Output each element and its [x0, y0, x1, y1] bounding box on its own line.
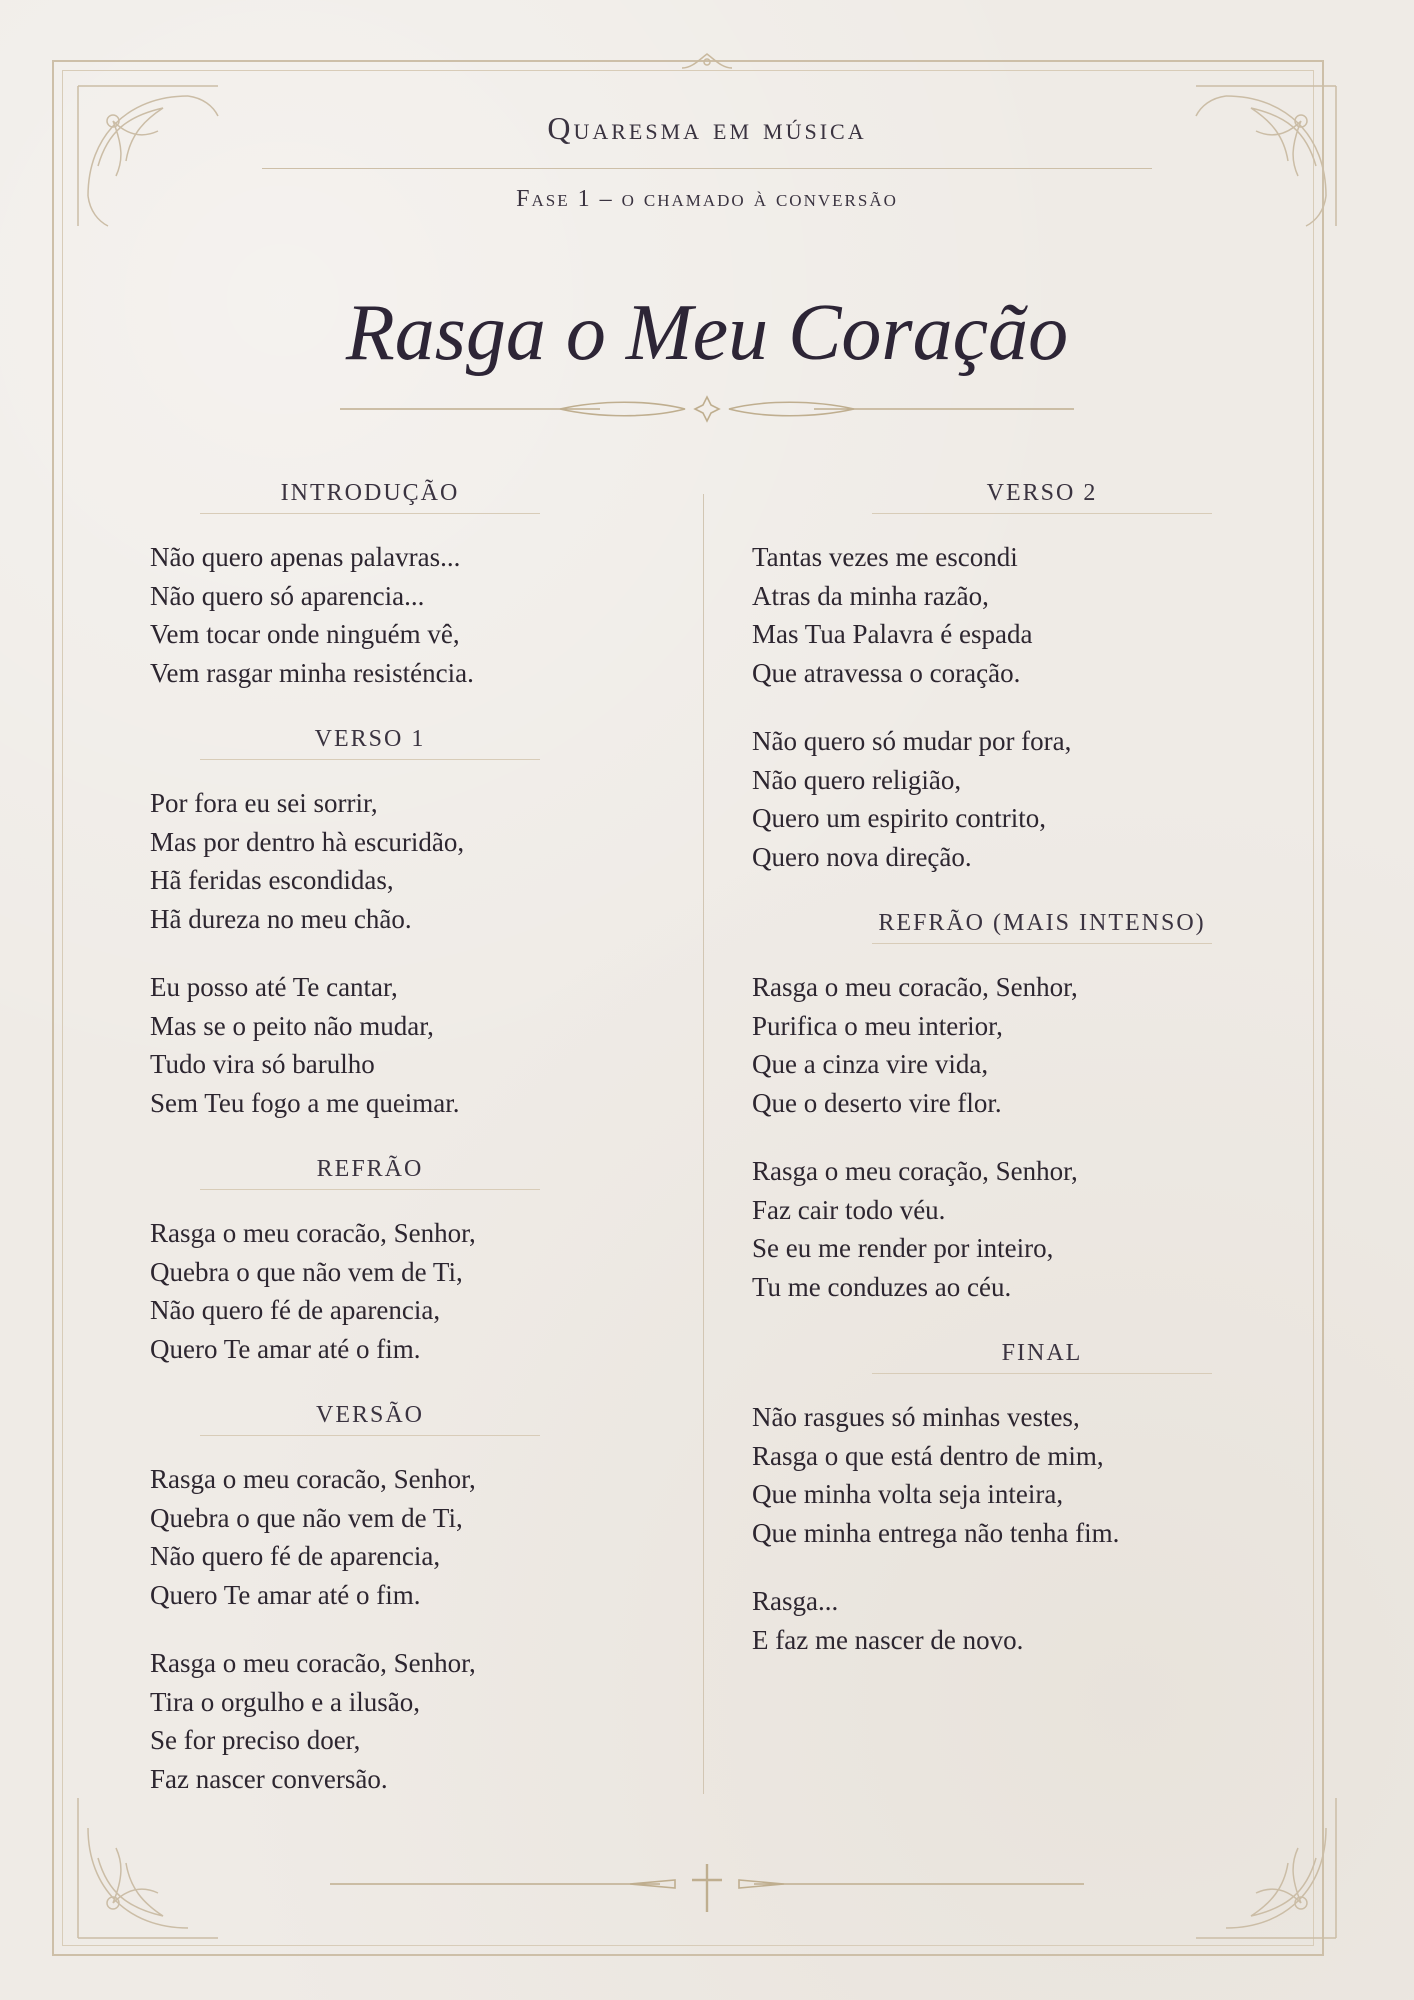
lyric-line: Mas Tua Palavra é espada	[752, 619, 1033, 649]
stanza	[150, 968, 590, 1122]
lyric-line: Rasga o meu coracão, Senhor,	[150, 1648, 476, 1678]
lyric-line: Que minha entrega não tenha fim.	[752, 1517, 1120, 1548]
lyrics-section	[752, 910, 1206, 1306]
lyric-line: Hã feridas escondidas,	[150, 865, 394, 895]
stanza	[752, 722, 1192, 876]
lyric-line: Tudo vira só barulho	[150, 1049, 375, 1079]
lyric-line: Faz nascer conversão.	[150, 1763, 388, 1794]
stanza	[752, 1582, 1192, 1659]
lyric-line: Quero Te amar até o fim.	[150, 1579, 421, 1610]
lyric-line: Que minha volta seja inteira,	[752, 1479, 1064, 1509]
lyric-line: Faz cair todo véu.	[752, 1194, 946, 1225]
lyric-line: Rasga o meu coracão, Senhor,	[150, 1464, 476, 1494]
section-heading: VERSÃO	[200, 1402, 540, 1436]
lyric-line: Sem Teu fogo a me queimar.	[150, 1087, 460, 1118]
section-heading: FINAL	[872, 1340, 1212, 1374]
lyric-line: Se eu me render por inteiro,	[752, 1233, 1054, 1263]
lyrics-section	[752, 1340, 1192, 1659]
lyric-line: Rasga o meu coração, Senhor,	[752, 1156, 1078, 1186]
lyric-line: Tira o orgulho e a ilusão,	[150, 1686, 420, 1717]
lyric-line: Não quero religião,	[752, 764, 962, 795]
lyric-line: Que a cinza vire vida,	[752, 1049, 989, 1079]
lyrics-section	[150, 1156, 590, 1368]
stanza	[752, 1398, 1192, 1552]
lyric-line: Se for preciso doer,	[150, 1725, 361, 1755]
lyric-line: E faz me nascer de novo.	[752, 1624, 1024, 1655]
lyric-line: Purifica o meu interior,	[752, 1010, 1003, 1041]
lyric-line: Quero nova direção.	[752, 841, 972, 872]
lyric-line: Não quero só aparencia...	[150, 580, 425, 611]
lyric-line: Eu posso até Te cantar,	[150, 972, 398, 1002]
lyrics-section	[752, 480, 1192, 876]
lyric-line: Tu me conduzes ao céu.	[752, 1271, 1012, 1302]
lyric-line: Por fora eu sei sorrir,	[150, 788, 378, 818]
lyric-line: Não rasgues só minhas vestes,	[752, 1402, 1080, 1432]
cross-icon	[330, 1862, 1084, 1914]
lyric-line: Vem rasgar minha resisténcia.	[150, 657, 474, 688]
section-heading: INTRODUÇÃO	[200, 480, 540, 514]
phase-subtitle: Fase 1 – o chamado à conversão	[516, 186, 898, 212]
lyric-line: Mas por dentro hà escuridão,	[150, 826, 465, 857]
lyrics-section	[150, 480, 590, 692]
stanza	[150, 538, 590, 692]
lyric-line: Não quero fé de aparencia,	[150, 1541, 441, 1571]
lyric-line: Tantas vezes me escondi	[752, 542, 1018, 572]
lyric-line: Que o deserto vire flor.	[752, 1087, 1002, 1118]
lyric-line: Não quero fé de aparencia,	[150, 1295, 441, 1325]
lyric-line: Rasga o meu coracão, Senhor,	[752, 972, 1078, 1002]
lyric-line: Rasga o meu coracão, Senhor,	[150, 1218, 476, 1248]
lyrics-left-column	[150, 480, 590, 1832]
lyric-line: Não quero só mudar por fora,	[752, 726, 1072, 756]
stanza	[150, 1644, 590, 1798]
series-title: Quaresma em música	[547, 110, 867, 146]
section-heading: VERSO 1	[200, 726, 540, 760]
lyric-line: Atras da minha razão,	[752, 580, 989, 611]
top-flourish-icon	[677, 48, 737, 76]
lyric-line: Rasga...	[752, 1586, 839, 1616]
stanza	[150, 784, 590, 938]
floral-corner-icon	[1126, 1728, 1346, 1948]
stanza	[752, 968, 1192, 1122]
lyric-line: Vem tocar onde ninguém vê,	[150, 619, 460, 649]
stanza	[150, 1460, 590, 1614]
song-title: Rasga o Meu Coração	[345, 289, 1069, 377]
lyric-line: Hã dureza no meu chão.	[150, 903, 412, 934]
section-heading: REFRÃO (MAIS INTENSO)	[872, 910, 1212, 944]
stanza	[752, 538, 1192, 692]
section-heading: REFRÃO	[200, 1156, 540, 1190]
column-divider	[703, 494, 704, 1794]
section-heading: VERSO 2	[872, 480, 1212, 514]
lyric-line: Mas se o peito não mudar,	[150, 1010, 434, 1041]
lyric-line: Quero um espirito contrito,	[752, 803, 1046, 833]
lyrics-section	[150, 1402, 590, 1798]
lyric-line: Quero Te amar até o fim.	[150, 1333, 421, 1364]
lyrics-section	[150, 726, 590, 1122]
lyrics-right-column	[752, 480, 1206, 1693]
lyric-line: Que atravessa o coração.	[752, 657, 1021, 688]
lyric-line: Não quero apenas palavras...	[150, 542, 461, 572]
header-rule	[262, 168, 1152, 169]
lyric-line: Quebra o que não vem de Ti,	[150, 1502, 463, 1533]
scroll-divider-icon	[340, 392, 1074, 426]
lyric-line: Rasga o que está dentro de mim,	[752, 1440, 1104, 1471]
stanza	[150, 1214, 590, 1368]
stanza	[752, 1152, 1192, 1306]
lyric-line: Quebra o que não vem de Ti,	[150, 1256, 463, 1287]
